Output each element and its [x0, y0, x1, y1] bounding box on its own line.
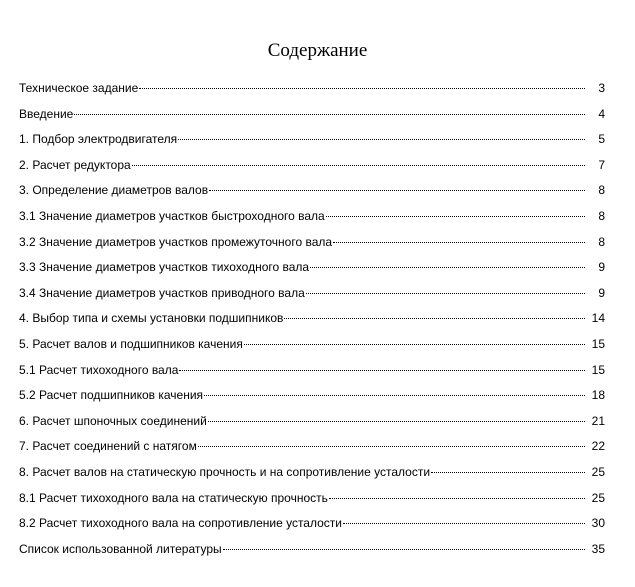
toc-entry	[19, 540, 605, 566]
toc-entry-label: 3.2 Значение диаметров участков промежуточного вала	[19, 234, 333, 249]
toc-entry	[19, 335, 605, 361]
toc-entry-label: 3.1 Значение диаметров участков быстроходного вала	[19, 208, 325, 223]
toc-entry	[19, 79, 605, 105]
toc-leader-dots	[284, 317, 585, 319]
toc-entry	[19, 386, 605, 412]
toc-entry-label: 5. Расчет валов и подшипников качения	[19, 336, 243, 351]
toc-entry-label: 4. Выбор типа и схемы установки подшипников	[19, 311, 284, 326]
toc-leader-dots	[329, 497, 585, 499]
toc-entry-label: 2. Расчет редуктора	[19, 157, 131, 172]
toc-leader-dots	[306, 292, 585, 294]
toc-entry-page: 3	[598, 81, 605, 95]
toc-entry-page: 22	[591, 439, 605, 454]
toc-leader-dots	[74, 113, 585, 115]
toc-entry-page: 9	[598, 285, 605, 300]
toc-entry	[19, 156, 605, 182]
toc-entry-page: 18	[591, 388, 605, 403]
toc-entry-page: 9	[598, 260, 605, 275]
toc-leader-dots	[179, 369, 585, 371]
toc-entry-page: 21	[591, 413, 605, 428]
toc-leader-dots	[209, 189, 585, 191]
toc-entry-page: 30	[591, 516, 605, 531]
toc-entry-page: 25	[591, 464, 605, 479]
toc-entry	[19, 437, 605, 463]
toc-entry-page: 7	[598, 157, 605, 172]
toc-leader-dots	[132, 164, 585, 166]
toc-leader-dots	[431, 471, 585, 473]
toc-entry	[19, 233, 605, 259]
toc-entry-label: 3. Определение диаметров валов	[19, 183, 209, 198]
toc-leader-dots	[326, 215, 585, 217]
toc-entry-page: 8	[598, 183, 605, 198]
toc-entry-label: 6. Расчет шпоночных соединений	[19, 413, 207, 428]
toc-entry-page: 5	[598, 132, 605, 147]
toc-entry	[19, 130, 605, 156]
toc-entry-label: 1. Подбор электродвигателя	[19, 132, 178, 147]
toc-entry	[19, 284, 605, 310]
toc-entry-page: 8	[598, 234, 605, 249]
toc-entry	[19, 361, 605, 387]
toc-entry	[19, 514, 605, 540]
toc-leader-dots	[139, 87, 585, 89]
toc-entry-page: 8	[598, 208, 605, 223]
toc-entry-page: 4	[598, 106, 605, 121]
toc-entry	[19, 258, 605, 284]
toc-entry-label: 5.2 Расчет подшипников качения	[19, 388, 204, 403]
toc-leader-dots	[244, 343, 585, 345]
toc-leader-dots	[223, 548, 585, 550]
toc-entry-page: 25	[591, 490, 605, 505]
toc-entry-label: 3.4 Значение диаметров участков приводного вала	[19, 285, 305, 300]
toc-entry-label: 5.1 Расчет тихоходного вала	[19, 362, 179, 377]
toc-entry	[19, 309, 605, 335]
toc-leader-dots	[333, 241, 585, 243]
toc-entry	[19, 181, 605, 207]
toc-leader-dots	[343, 522, 585, 524]
toc-entry-label: Техническое задание	[19, 81, 139, 95]
toc-entry-label: 7. Расчет соединений с натягом	[19, 439, 197, 454]
toc-entry-label: Введение	[19, 106, 74, 121]
toc-entry-label: 8. Расчет валов на статическую прочность и на сопротивление усталости	[19, 464, 431, 479]
toc-title: Содержание	[267, 40, 368, 61]
toc-entry	[19, 489, 605, 515]
toc-entry-page: 15	[591, 362, 605, 377]
toc-leader-dots	[178, 138, 585, 140]
toc-leader-dots	[310, 266, 585, 268]
toc-entry	[19, 207, 605, 233]
toc-entry-page: 14	[591, 311, 605, 326]
toc-entry-label: 8.2 Расчет тихоходного вала на сопротивление усталости	[19, 516, 342, 531]
toc-entry-label: 8.1 Расчет тихоходного вала на статическую прочность	[19, 490, 328, 505]
toc-entry	[19, 412, 605, 438]
toc-leader-dots	[204, 394, 585, 396]
toc-entry-label: 3.3 Значение диаметров участков тихоходного вала	[19, 260, 310, 275]
toc-entry	[19, 463, 605, 489]
toc-entry-label: Список использованной литературы	[19, 541, 222, 556]
toc-entry	[19, 105, 605, 131]
toc-list	[19, 79, 605, 565]
toc-entry-page: 35	[591, 541, 605, 556]
toc-leader-dots	[208, 420, 585, 422]
toc-leader-dots	[198, 445, 585, 447]
toc-entry-page: 15	[591, 336, 605, 351]
